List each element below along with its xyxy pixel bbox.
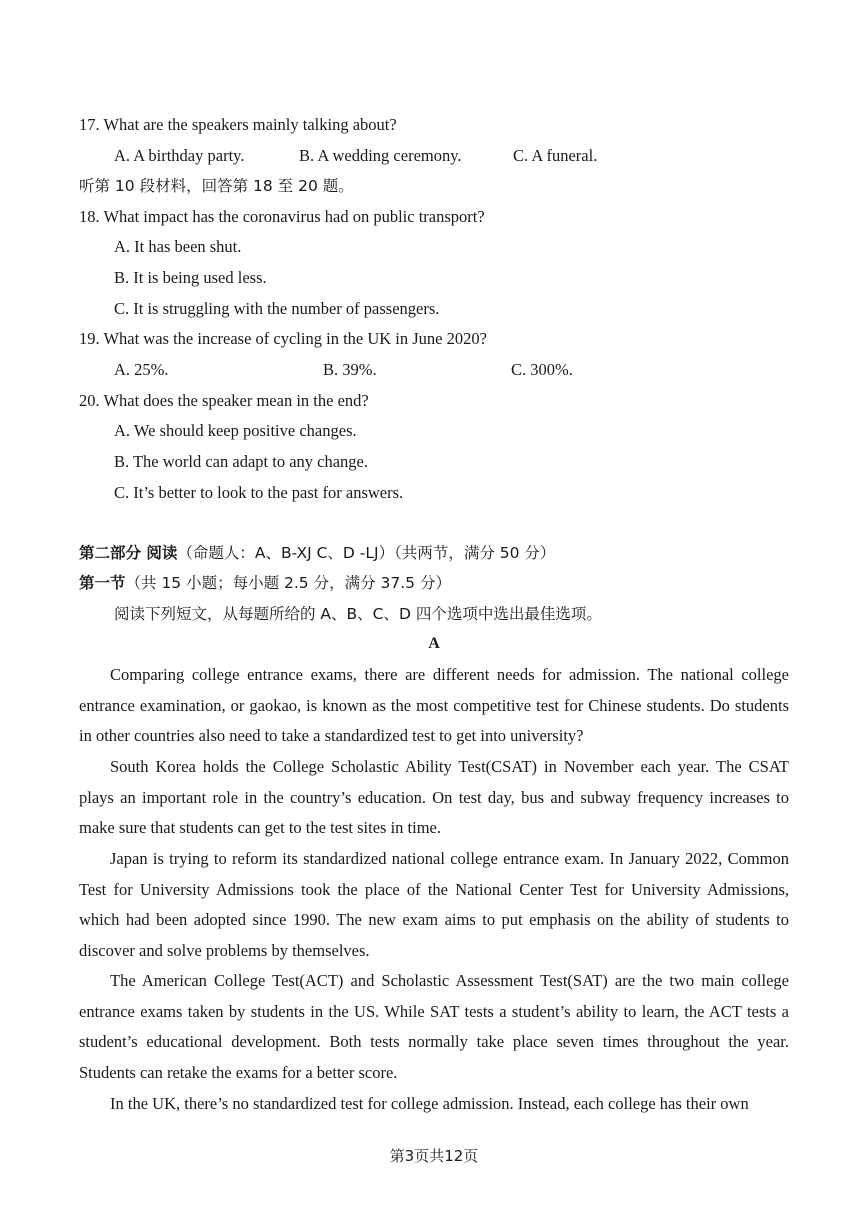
question-20: 20. What does the speaker mean in the end? [79,391,369,410]
q20-option-c: C. It’s better to look to the past for answers. [114,483,404,502]
question-18: 18. What impact has the coronavirus had on public transport? [79,207,485,226]
passage-paragraph-4: The American College Test(ACT) and Scholastic Assessment Test(SAT) are the two main college entrance exams taken by students in the US. While SAT tests a student’s ability to learn, the ACT tests a student’s educational development. Both tests normally take place seven times throughout the year. Students can retake the exams for a better score. [79,971,789,1083]
q19-option-c: C. 300%. [511,360,573,379]
passage-title: A [428,635,440,652]
q19-option-a: A. 25%. [114,360,169,379]
part2-heading [79,542,555,564]
passage-paragraph-3: Japan is trying to reform its standardized national college entrance exam. In January 2022, Common Test for University Admissions took the place of the National Center Test for University Admissions, which had been adopted since 1990. The new exam aims to put emphasis on the ability of students to discover and solve problems by themselves. [79,849,789,961]
page-number: 第3页共12页 [389,1147,479,1165]
question-17: 17. What are the speakers mainly talking about? [79,115,397,134]
q20-option-b: B. The world can adapt to any change. [114,452,368,471]
q18-option-c: C. It is struggling with the number of passengers. [114,299,440,318]
section1-subtitle: （共 15 小题；每小题 2.5 分，满分 37.5 分） [125,574,451,592]
q17-option-b: B. A wedding ceremony. [299,146,462,165]
part2-title: 第二部分 阅读 [79,544,178,562]
part2-subtitle: （命题人：A、B-XJ C、D -LJ）（共两节，满分 50 分） [177,544,556,562]
section1-heading [79,572,451,594]
reading-instruction: 阅读下列短文，从每题所给的 A、B、C、D 四个选项中选出最佳选项。 [114,605,602,623]
instruction-material-10: 听第 10 段材料，回答第 18 至 20 题。 [79,177,354,195]
q18-option-b: B. It is being used less. [114,268,267,287]
question-19: 19. What was the increase of cycling in the UK in June 2020? [79,329,487,348]
q18-option-a: A. It has been shut. [114,237,242,256]
q17-option-c: C. A funeral. [513,146,598,165]
q20-option-a: A. We should keep positive changes. [114,421,357,440]
passage-paragraph-1: Comparing college entrance exams, there are different needs for admission. The national college entrance examination, or gaokao, is known as the most competitive test for Chinese students. Do students in other countries also need to take a standardized test to get into university? [79,665,789,746]
passage-paragraph-2: South Korea holds the College Scholastic Ability Test(CSAT) in November each year. The CSAT plays an important role in the country’s education. On test day, bus and subway frequency increases to make sure that students can get to the test sites in time. [79,757,789,838]
passage-paragraph-5: In the UK, there’s no standardized test for college admission. Instead, each college has their own [110,1094,749,1113]
q17-option-a: A. A birthday party. [114,146,245,165]
section1-title: 第一节 [79,574,126,592]
q19-option-b: B. 39%. [323,360,377,379]
